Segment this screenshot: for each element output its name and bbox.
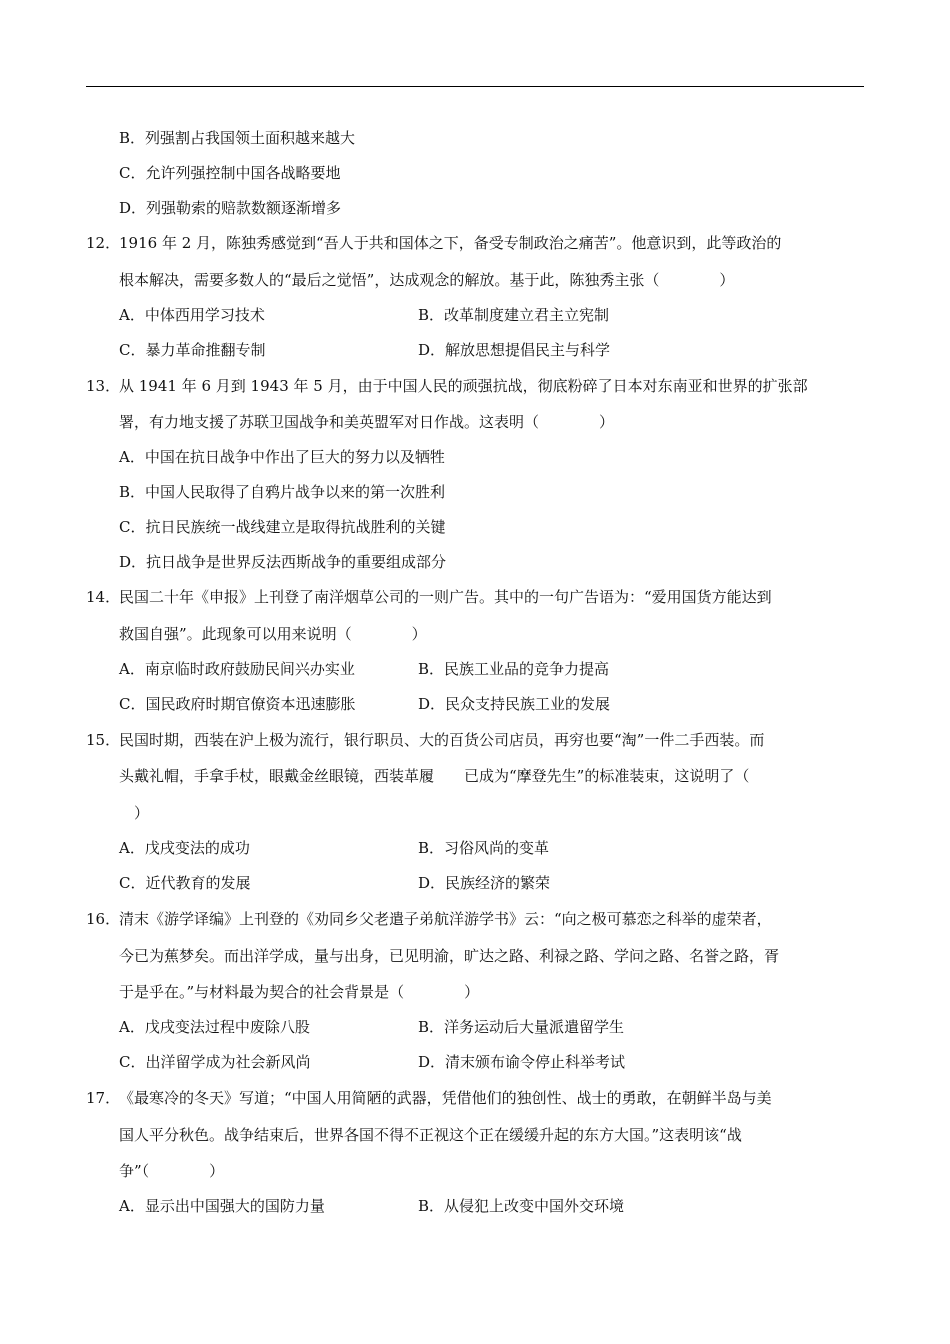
q13-text-line: 从 1941 年 6 月到 1943 年 5 月，由于中国人民的顽强抗战，彻底粉碎了日本对东南亚和世界的扩张部	[119, 377, 808, 395]
q12-option-b: B．改革制度建立君主立宪制	[418, 306, 610, 324]
q11-option-b: B．列强割占我国领土面积越来越大	[119, 129, 356, 147]
q17-text-line: 争”（ ）	[119, 1162, 225, 1180]
header-rule	[86, 86, 864, 87]
q17-option-b: B．从侵犯上改变中国外交环境	[418, 1197, 625, 1215]
q14-option-c: C．国民政府时期官僚资本迅速膨胀	[119, 695, 356, 713]
q16-text-line: 于是乎在。”与材料最为契合的社会背景是（ ）	[119, 983, 480, 1001]
q15-text-line: ）	[119, 804, 150, 822]
q12-text-line: 根本解决，需要多数人的“最后之觉悟”，达成观念的解放。基于此，陈独秀主张（ ）	[119, 271, 735, 289]
q14-text-line: 民国二十年《申报》上刊登了南洋烟草公司的一则广告。其中的一句广告语为：“爱用国货方能达到	[119, 588, 772, 606]
q16-text-line: 清末《游学译编》上刊登的《劝同乡父老遣子弟航洋游学书》云：“向之极可慕恋之科举的虚荣者，	[119, 910, 772, 928]
q11-option-c: C．允许列强控制中国各战略要地	[119, 164, 341, 182]
q15-option-b: B．习俗风尚的变革	[418, 839, 550, 857]
q13-option-a: A．中国在抗日战争中作出了巨大的努力以及牺牲	[119, 448, 445, 466]
q13-option-c: C．抗日民族统一战线建立是取得抗战胜利的关键	[119, 518, 446, 536]
q14-option-d: D．民众支持民族工业的发展	[418, 695, 611, 713]
q16-option-a: A．戊戌变法过程中废除八股	[119, 1018, 310, 1036]
q12-text-line: 1916 年 2 月，陈独秀感觉到“吾人于共和国体之下，备受专制政治之痛苦”。他意识到，此等政治的	[119, 234, 782, 252]
q12-option-c: C．暴力革命推翻专制	[119, 341, 266, 359]
q14-option-b: B．民族工业品的竞争力提高	[418, 660, 610, 678]
q14-option-a: A．南京临时政府鼓励民间兴办实业	[119, 660, 355, 678]
q15-text-line: 头戴礼帽，手拿手杖，眼戴金丝眼镜，西装革履 已成为“摩登先生”的标准装束，这说明了（	[119, 767, 750, 785]
q13-number: 13．	[86, 377, 121, 395]
q14-text-line: 救国自强”。此现象可以用来说明（ ）	[119, 625, 427, 643]
q17-text-line: 《最寒冷的冬天》写道；“中国人用简陋的武器，凭借他们的独创性、战士的勇敢，在朝鲜半岛与美	[119, 1089, 772, 1107]
q16-number: 16．	[86, 910, 121, 928]
q12-option-d: D．解放思想提倡民主与科学	[418, 341, 611, 359]
q13-option-b: B．中国人民取得了自鸦片战争以来的第一次胜利	[119, 483, 446, 501]
q15-number: 15．	[86, 731, 121, 749]
q16-option-b: B．洋务运动后大量派遣留学生	[418, 1018, 625, 1036]
q16-option-c: C．出洋留学成为社会新风尚	[119, 1053, 311, 1071]
q17-text-line: 国人平分秋色。战争结束后，世界各国不得不正视这个正在缓缓升起的东方大国。”这表明该“战	[119, 1126, 742, 1144]
q15-option-a: A．戊戌变法的成功	[119, 839, 250, 857]
q13-option-d: D．抗日战争是世界反法西斯战争的重要组成部分	[119, 553, 447, 571]
q12-option-a: A．中体西用学习技术	[119, 306, 265, 324]
q15-option-d: D．民族经济的繁荣	[418, 874, 551, 892]
q11-option-d: D．列强勒索的赔款数额逐渐增多	[119, 199, 342, 217]
q15-option-c: C．近代教育的发展	[119, 874, 251, 892]
q17-number: 17．	[86, 1089, 121, 1107]
q17-option-a: A．显示出中国强大的国防力量	[119, 1197, 325, 1215]
q16-option-d: D．清末颁布谕令停止科举考试	[418, 1053, 626, 1071]
q16-text-line: 今已为蕉梦矣。而出洋学成，量与出身，已见明渝，旷达之路、利禄之路、学问之路、名誉之路，胥	[119, 947, 780, 965]
q14-number: 14．	[86, 588, 121, 606]
q15-text-line: 民国时期，西装在沪上极为流行，银行职员、大的百货公司店员，再穷也要“淘”一件二手西装。而	[119, 731, 765, 749]
q13-text-line: 署，有力地支援了苏联卫国战争和美英盟军对日作战。这表明（ ）	[119, 413, 615, 431]
q12-number: 12．	[86, 234, 121, 252]
